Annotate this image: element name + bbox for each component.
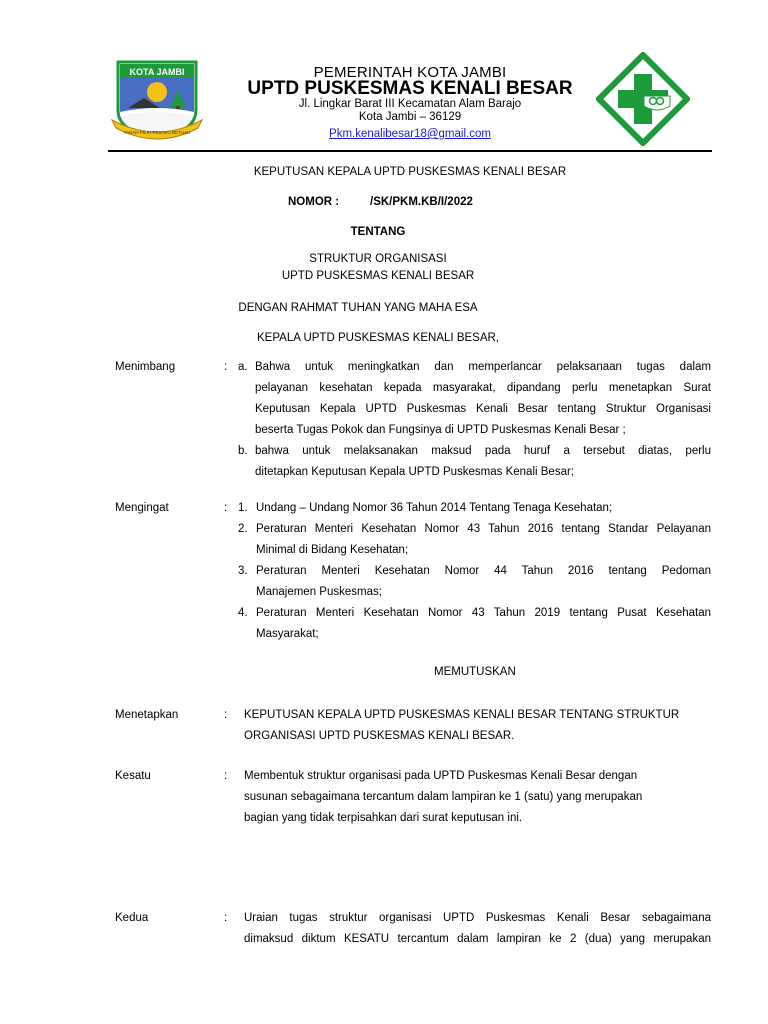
kedua-label: Kedua [115,912,149,924]
mengingat-1-line-1: Undang – Undang Nomor 36 Tahun 2014 Tentang Tenaga Kesehatan; [256,502,613,514]
menimbang-colon: : [224,361,228,373]
menetapkan-label: Menetapkan [115,709,179,721]
kepala-line: KEPALA UPTD PUSKESMAS KENALI BESAR, [256,332,499,344]
address-line-1: Jl. Lingkar Barat III Kecamatan Alam Barajo [298,98,522,110]
header-divider [108,150,712,152]
kesatu-label: Kesatu [115,770,151,782]
menimbang-a-line-3: Keputusan Kepala UPTD Puskesmas Kenali Besar tentang Struktur Organisasi [255,403,711,415]
puskesmas-logo [596,52,690,146]
menimbang-b-line-1: bahwa untuk melaksanakan maksud pada huruf a tersebut diatas, perlu [255,445,711,457]
mengingat-3-line-2: Manajemen Puskesmas; [256,586,382,598]
menimbang-label: Menimbang [115,361,176,373]
menimbang-marker-b: b. [238,445,248,457]
menimbang-a-line-4: beserta Tugas Pokok dan Fungsinya di UPTD Puskesmas Kenali Besar ; [255,424,626,436]
address-line-2: Kota Jambi – 36129 [358,111,462,123]
mengingat-colon: : [224,502,228,514]
mengingat-2-line-1: Peraturan Menteri Kesehatan Nomor 43 Tahun 2016 tentang Standar Pelayanan [256,523,711,535]
logo-city-text: KOTA JAMBI [129,67,185,77]
rahmat-line: DENGAN RAHMAT TUHAN YANG MAHA ESA [238,302,478,314]
mengingat-label: Mengingat [115,502,169,514]
kota-jambi-logo [108,58,206,142]
mengingat-marker-2: 2. [238,523,248,535]
menetapkan-line-2: ORGANISASI UPTD PUSKESMAS KENALI BESAR. [244,730,515,742]
kesatu-line-1: Membentuk struktur organisasi pada UPTD Puskesmas Kenali Besar dengan [244,770,638,782]
kesatu-line-2: susunan sebagaimana tercantum dalam lampiran ke 1 (satu) yang merupakan [244,791,643,803]
kedua-line-1: Uraian tugas struktur organisasi UPTD Puskesmas Kenali Besar sebagaimana [244,912,711,924]
kedua-line-2: dimaksud diktum KESATU tercantum dalam lampiran ke 2 (dua) yang merupakan [244,933,711,945]
kesatu-colon: : [224,770,228,782]
mengingat-3-line-1: Peraturan Menteri Kesehatan Nomor 44 Tahun 2016 tentang Pedoman [256,565,711,577]
kesatu-line-3: bagian yang tidak terpisahkan dari surat keputusan ini. [244,812,523,824]
mengingat-marker-1: 1. [238,502,248,514]
email-link[interactable]: Pkm.kenalibesar18@gmail.com [329,128,491,140]
doc-title: KEPUTUSAN KEPALA UPTD PUSKESMAS KENALI BESAR [253,166,567,178]
tentang: TENTANG [350,226,406,238]
nomor-value: /SK/PKM.KB/I/2022 [370,196,473,208]
mengingat-4-line-1: Peraturan Menteri Kesehatan Nomor 43 Tahun 2019 tentang Pusat Kesehatan [256,607,711,619]
menetapkan-colon: : [224,709,228,721]
mengingat-marker-4: 4. [238,607,248,619]
memutuskan-heading: MEMUTUSKAN [434,666,516,678]
kedua-colon: : [224,912,228,924]
menimbang-marker-a: a. [238,361,248,373]
menimbang-b-line-2: ditetapkan Keputusan Kepala UPTD Puskesmas Kenali Besar; [255,466,574,478]
nomor-label: NOMOR : [288,196,340,208]
menimbang-a-line-2: pelayanan kesehatan kepada masyarakat, dipandang perlu menetapkan Surat [255,382,711,394]
mengingat-4-line-2: Masyarakat; [256,628,319,640]
subject-line-1: STRUKTUR ORGANISASI [309,253,447,265]
mengingat-2-line-2: Minimal di Bidang Kesehatan; [256,544,409,556]
subject-line-2: UPTD PUSKESMAS KENALI BESAR [281,270,475,282]
org-name: UPTD PUSKESMAS KENALI BESAR [247,78,573,99]
logo-motto-text: TANAH PILIH PESAKO BETUAH [123,130,191,135]
menimbang-a-line-1: Bahwa untuk meningkatkan dan memperlancar pelaksanaan tugas dalam [255,361,711,373]
gov-name: PEMERINTAH KOTA JAMBI [313,64,507,81]
menetapkan-line-1: KEPUTUSAN KEPALA UPTD PUSKESMAS KENALI BESAR TENTANG STRUKTUR [244,709,680,721]
mengingat-marker-3: 3. [238,565,248,577]
